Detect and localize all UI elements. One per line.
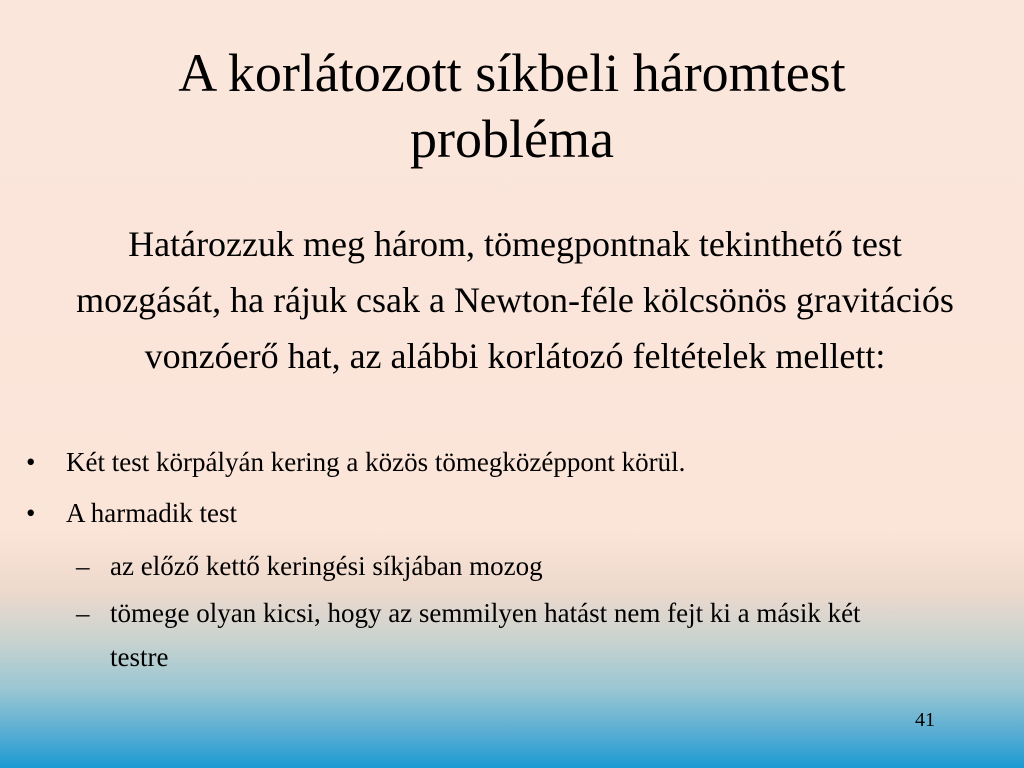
- bullet-text: Két test körpályán kering a közös tömegközéppont körül.: [66, 447, 686, 477]
- sub-bullet-item: [0, 591, 1000, 679]
- bullet-marker: •: [26, 447, 36, 477]
- sub-bullet-list: [0, 544, 1000, 679]
- sub-bullet-marker: –: [76, 551, 90, 581]
- bullet-list: [0, 446, 1000, 698]
- sub-bullet-marker: –: [76, 598, 90, 628]
- slide-title-line-1: A korlátozott síkbeli háromtest: [178, 43, 846, 103]
- intro-paragraph: Határozzuk meg három, tömegpontnak tekinthető test mozgását, ha rájuk csak a Newton-féle kölcsönös gravitációs vonzóerő hat, az alábbi korlátozó feltételek mellett:: [76, 224, 954, 376]
- sub-bullet-text: az előző kettő keringési síkjában mozog: [110, 551, 543, 581]
- slide-title-line-2: probléma: [410, 109, 614, 169]
- bullet-marker: •: [26, 498, 36, 528]
- bullet-text: A harmadik test: [66, 498, 237, 528]
- bullet-item: [0, 497, 1000, 679]
- bullet-item: [0, 446, 1000, 478]
- page-number: 41: [915, 709, 935, 731]
- sub-bullet-item: [0, 544, 1000, 588]
- sub-bullet-text: tömege olyan kicsi, hogy az semmilyen hatást nem fejt ki a másik két testre: [110, 598, 861, 672]
- slide-title: [40, 40, 984, 172]
